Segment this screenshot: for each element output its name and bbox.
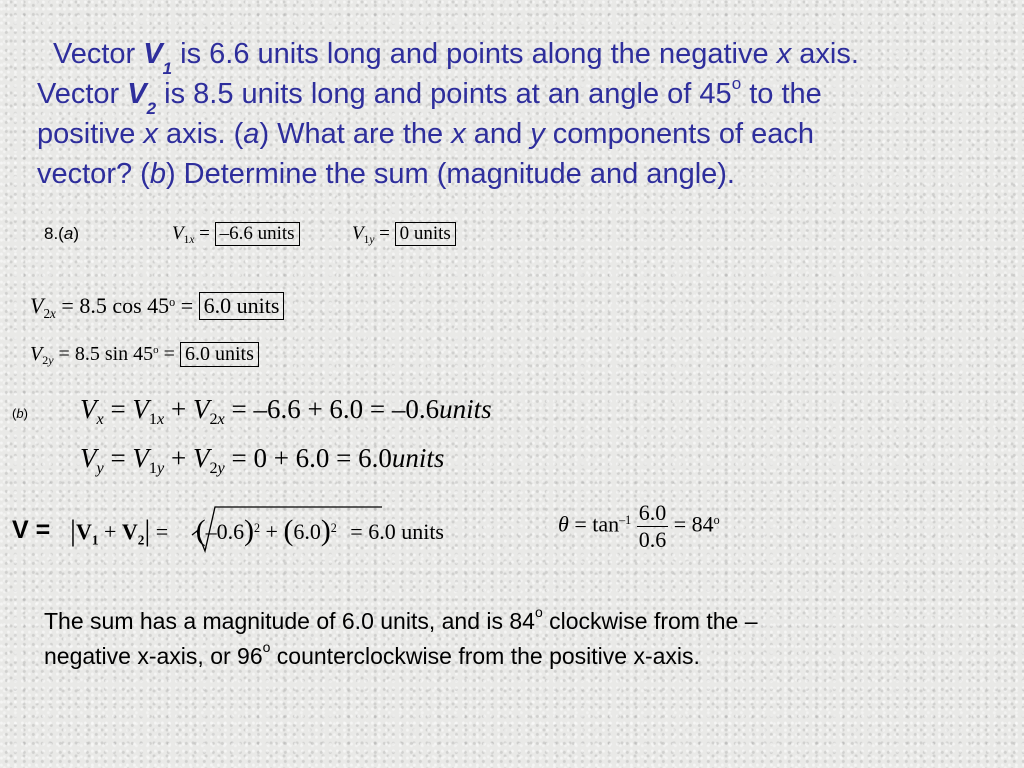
answer-paragraph: The sum has a magnitude of 6.0 units, and is 84$^o$ clockwise from the – negative x-axis, or 96$^o$ counterclockwise from the positive x-axis. <box>44 604 758 669</box>
v2x-equation: $V_{2x} = 8.5$ $\cos 45^o = 6.0$ units <box>30 292 284 320</box>
v2y-equation: $V_{2y} = 8.5$ $\sin 45^o = 6.0$ units <box>30 342 259 367</box>
angle-equation: $\theta = \tan^{-1}$ $\frac{6.0}{0.6}$ = $84^o$ <box>558 500 720 552</box>
part-a-label: 8.(a) <box>44 224 79 243</box>
magnitude-equation: $|V_1 + V_2| = (-0.6)^2 + (6.0)^2 = 6.0$ units <box>70 515 444 548</box>
magnitude-label: V = <box>12 516 51 544</box>
vy-equation: $V_y = V_{1y} + V_{2y} = 0 + 6.0$ = 6.0units <box>80 443 445 477</box>
problem-line-2: Vector $V_2$ is 8.5 units long and points at an angle of 45$^o$ to the <box>37 74 822 118</box>
problem-line-1: Vector $V_1$ is 6.6 units long and points along the negative x axis. <box>53 38 859 78</box>
v1x-boxed-value: –6.6 units <box>215 222 300 246</box>
problem-statement <box>37 34 1007 194</box>
problem-line-4: vector? (b) Determine the sum (magnitude and angle). <box>37 158 735 190</box>
v1y-equation: $V_{1y} = 0$ units <box>352 222 456 246</box>
vx-equation: $V_x = V_{1x} + V_{2x} = -6.6 + 6.0$ = –0.6units <box>80 394 492 428</box>
v1y-boxed-value: 0 units <box>395 222 456 246</box>
problem-line-3: positive x axis. (a) What are the x and y components of each <box>37 118 814 150</box>
angle-fraction: $\frac{6.0}{0.6}$ <box>638 500 667 552</box>
part-b-label: (b) <box>12 406 28 421</box>
v2y-boxed-value: 6.0 units <box>180 342 259 367</box>
v2x-boxed-value: 6.0 units <box>199 292 285 320</box>
v1x-equation: $V_{1x} = -6.6$ units <box>172 222 300 246</box>
